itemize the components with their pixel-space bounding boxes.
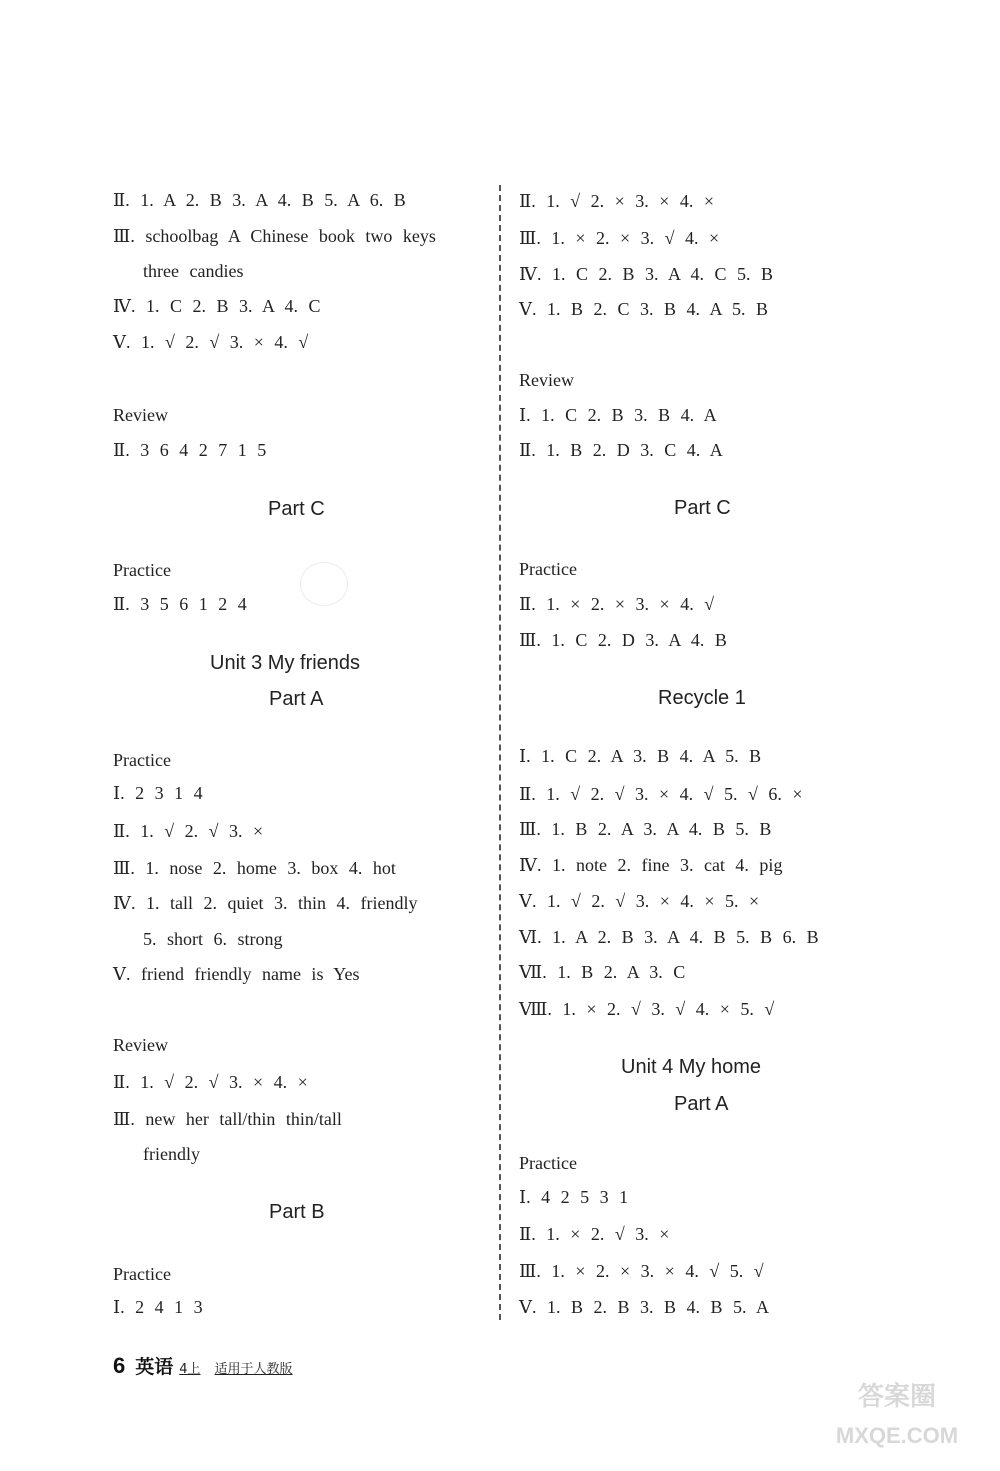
answer-line: Ⅴ. 1. √ 2. √ 3. × 4. √ [113, 332, 309, 352]
unit-heading: Unit 4 My home [621, 1056, 762, 1078]
answer-line: Ⅱ. 1. A 2. B 3. A 4. B 5. A 6. B [113, 190, 406, 210]
section-label-practice: Practice [113, 560, 171, 580]
answer-line: Ⅲ. 1. × 2. × 3. × 4. √ 5. √ [519, 1261, 764, 1281]
section-label-review: Review [113, 1035, 168, 1055]
section-label-review: Review [519, 370, 574, 390]
part-heading: Part C [674, 497, 731, 519]
edition-label: 适用于人教版 [214, 1362, 293, 1377]
answer-line: Ⅲ. new her tall/thin thin/tall [113, 1109, 342, 1129]
stamp-mark [300, 562, 348, 606]
answer-line: Ⅲ. 1. C 2. D 3. A 4. B [519, 630, 727, 650]
grade-label: 4上 [179, 1362, 201, 1377]
watermark-url: MXQE.COM [835, 1423, 959, 1448]
answer-line: Ⅳ. 1. C 2. B 3. A 4. C 5. B [519, 264, 774, 284]
answer-line: Ⅰ. 1. C 2. B 3. B 4. A [519, 405, 717, 425]
answer-line: Ⅱ. 1. × 2. × 3. × 4. √ [519, 594, 715, 614]
part-heading: Part A [674, 1093, 729, 1115]
recycle-heading: Recycle 1 [658, 687, 746, 709]
column-divider [499, 185, 501, 1320]
answer-line: Ⅲ. 1. B 2. A 3. A 4. B 5. B [519, 819, 772, 839]
watermark-logo-text: 答案圈 [857, 1381, 936, 1411]
answer-line: Ⅱ. 1. × 2. √ 3. × [519, 1224, 670, 1244]
page-footer [113, 1352, 293, 1379]
answer-line: Ⅳ. 1. tall 2. quiet 3. thin 4. friendly [113, 893, 418, 913]
site-watermark [812, 1376, 982, 1461]
answer-line: Ⅴ. 1. √ 2. √ 3. × 4. × 5. × [519, 891, 760, 911]
answer-line: three candies [143, 261, 244, 281]
answer-line: Ⅴ. 1. B 2. B 3. B 4. B 5. A [519, 1297, 770, 1317]
answer-line: Ⅰ. 2 3 1 4 [113, 783, 203, 803]
answer-line: friendly [143, 1144, 200, 1164]
answer-line: Ⅷ. 1. × 2. √ 3. √ 4. × 5. √ [519, 999, 775, 1019]
section-label-practice: Practice [519, 559, 577, 579]
answer-line: Ⅰ. 2 4 1 3 [113, 1297, 203, 1317]
answer-line: Ⅳ. 1. C 2. B 3. A 4. C [113, 296, 321, 316]
subject-label: 英语 [135, 1356, 174, 1378]
section-label-practice: Practice [519, 1153, 577, 1173]
answer-line: Ⅱ. 1. √ 2. × 3. × 4. × [519, 191, 715, 211]
answer-line: Ⅱ. 1. √ 2. √ 3. × 4. √ 5. √ 6. × [519, 784, 803, 804]
answer-line: Ⅴ. 1. B 2. C 3. B 4. A 5. B [519, 299, 769, 319]
answer-line: Ⅰ. 1. C 2. A 3. B 4. A 5. B [519, 746, 762, 766]
part-heading: Part B [269, 1201, 325, 1223]
answer-line: Ⅲ. schoolbag A Chinese book two keys [113, 226, 436, 246]
answer-line: Ⅴ. friend friendly name is Yes [113, 964, 360, 984]
answer-line: Ⅱ. 1. √ 2. √ 3. × [113, 821, 264, 841]
answer-line: Ⅱ. 1. B 2. D 3. C 4. A [519, 440, 723, 460]
answer-line: Ⅲ. 1. nose 2. home 3. box 4. hot [113, 858, 396, 878]
answer-line: Ⅰ. 4 2 5 3 1 [519, 1187, 629, 1207]
answer-line: Ⅱ. 3 6 4 2 7 1 5 [113, 440, 267, 460]
part-heading: Part A [269, 688, 324, 710]
unit-heading: Unit 3 My friends [210, 652, 361, 674]
section-label-practice: Practice [113, 1264, 171, 1284]
answer-line: Ⅲ. 1. × 2. × 3. √ 4. × [519, 228, 720, 248]
answer-line: Ⅱ. 1. √ 2. √ 3. × 4. × [113, 1072, 308, 1092]
section-label-review: Review [113, 405, 168, 425]
page-number: 6 [113, 1353, 126, 1378]
answer-line: 5. short 6. strong [143, 929, 283, 949]
answer-line: Ⅵ. 1. A 2. B 3. A 4. B 5. B 6. B [519, 927, 819, 947]
answer-line: Ⅳ. 1. note 2. fine 3. cat 4. pig [519, 855, 783, 875]
part-heading: Part C [268, 498, 325, 520]
answer-line: Ⅱ. 3 5 6 1 2 4 [113, 594, 247, 614]
section-label-practice: Practice [113, 750, 171, 770]
answer-line: Ⅶ. 1. B 2. A 3. C [519, 962, 686, 982]
